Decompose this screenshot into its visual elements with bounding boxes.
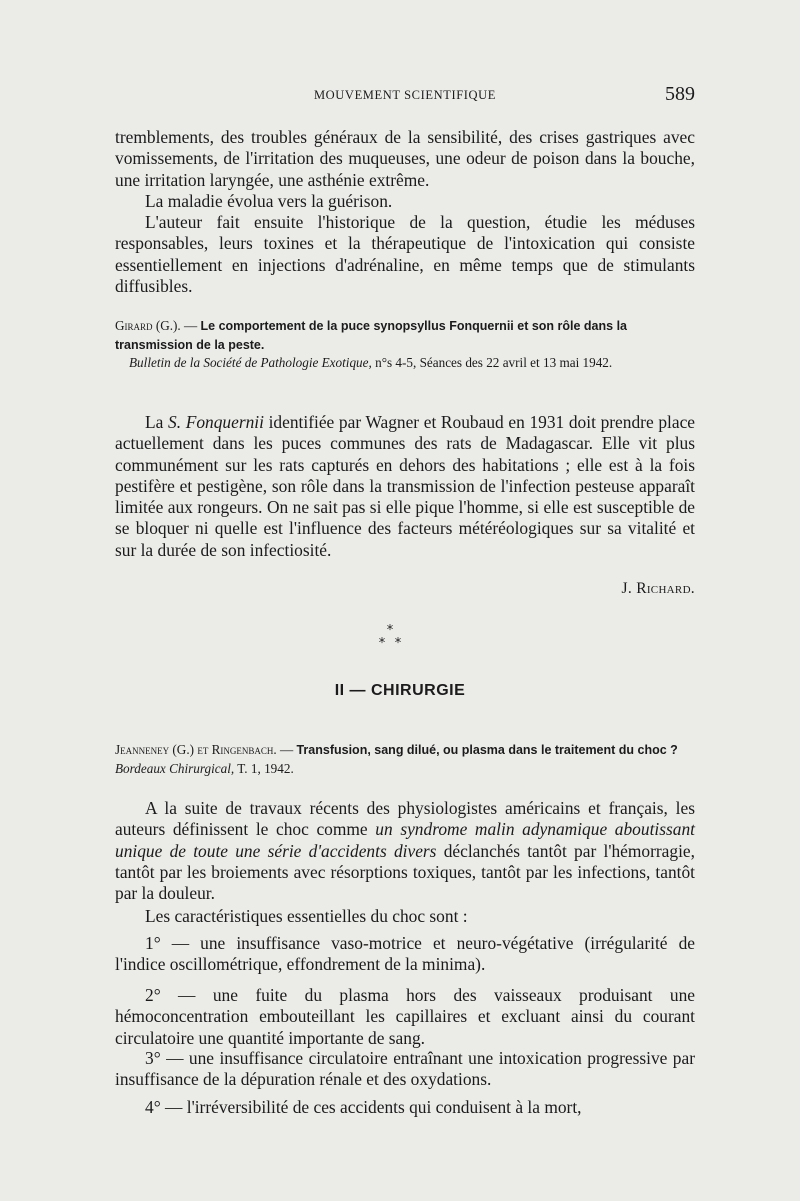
paragraph: Les caractéristiques essentielles du choc sont : bbox=[145, 906, 468, 926]
reference-title: Le comportement de la puce synopsyllus Fonquernii et son rôle dans la transmission de la peste. bbox=[115, 319, 627, 352]
reference-heading bbox=[115, 317, 695, 354]
svg-text:*: * bbox=[378, 636, 386, 649]
abstract-paragraph bbox=[115, 798, 695, 904]
list-item: 4° — l'irréversibilité de ces accidents qui conduisent à la mort, bbox=[145, 1097, 582, 1117]
page-header bbox=[115, 83, 695, 110]
reference-journal: Bulletin de la Société de Pathologie Exotique, bbox=[129, 355, 372, 370]
running-head: MOUVEMENT SCIENTIFIQUE bbox=[313, 88, 497, 102]
bibliographic-reference bbox=[115, 741, 695, 777]
list-item: 2° — une fuite du plasma hors des vaisseaux produisant une hémoconcentration embouteillant les capillaires et excluant ainsi du courant circulatoire une quantité importante de sang. bbox=[115, 985, 695, 1048]
reference-dash: — bbox=[180, 318, 201, 333]
list-item: 3° — une insuffisance circulatoire entraînant une intoxication progressive par insuffisance de la dépuration rénale et des oxydations. bbox=[115, 1048, 695, 1090]
emphasized-definition: un syndrome malin adynamique aboutissant unique de toute une série d'accidents divers bbox=[115, 819, 695, 861]
section-heading: II — CHIRURGIE bbox=[334, 682, 466, 699]
signature-name: Richard. bbox=[636, 580, 695, 597]
reference-author: Girard (G.). bbox=[115, 318, 181, 333]
list-item: 1° — une insuffisance vaso-motrice et neuro-végétative (irrégularité de l'indice oscillométrique, effondrement de la minima). bbox=[115, 933, 695, 975]
text-run: identifiée par Wagner et Roubaud en 1931 doit prendre place actuellement dans les puces communes des rats de Madagascar. Elle vit plus communément sur les rats capturés en dehors des habitations ; elle est à la fois pestifère et pestigène, son rôle dans la transmission de l'infection pesteuse apparaît limitée aux rongeurs. On ne sait pas si elle pique l'homme, si elle est susceptible de se bloquer ni quelle est l'influence des facteurs météréologiques sur sa vitalité et sur la durée de son infectiosité. bbox=[115, 412, 696, 560]
svg-text:*: * bbox=[386, 623, 394, 638]
text-run: déclanchés tantôt par l'hémorragie, tantôt par les broiements avec résorptions toxiques, tantôt par les infections, tantôt par la douleur. bbox=[115, 840, 695, 904]
reference-details: n°s 4-5, Séances des 22 avril et 13 mai 1942. bbox=[371, 355, 613, 370]
paragraph: L'auteur fait ensuite l'historique de la question, étudie les méduses responsables, leurs toxines et la thérapeutique de l'intoxication qui consiste essentiellement en injections d'adrénaline, en même temps que de stimulants diffusibles. bbox=[115, 212, 695, 296]
reference-title: Transfusion, sang dilué, ou plasma dans le traitement du choc ? bbox=[296, 743, 678, 757]
bibliographic-reference bbox=[115, 317, 695, 372]
paragraph: La maladie évolua vers la guérison. bbox=[145, 191, 393, 211]
text-run: A la suite de travaux récents des physiologistes américains et français, les auteurs définissent le choc comme bbox=[115, 798, 695, 840]
species-name: S. Fonquernii bbox=[168, 412, 264, 432]
text-run: La bbox=[145, 412, 168, 432]
reference-authors: Jeanneney (G.) et Ringenbach. bbox=[115, 742, 277, 757]
reference-source bbox=[115, 354, 695, 372]
paragraph-continued: tremblements, des troubles généraux de la sensibilité, des crises gastriques avec vomissements, de l'irritation des muqueuses, une odeur de poison dans la bouche, une irritation laryngée, une asthénie extrême. bbox=[115, 127, 695, 190]
asterism-ornament bbox=[375, 623, 405, 649]
page-number: 589 bbox=[665, 83, 695, 105]
reference-heading bbox=[115, 741, 695, 777]
signature-initial: J. bbox=[621, 580, 633, 597]
abstract-paragraph bbox=[115, 412, 695, 561]
reference-dash: — bbox=[276, 742, 297, 757]
reference-details: T. 1, 1942. bbox=[234, 760, 294, 776]
svg-text:*: * bbox=[394, 636, 402, 649]
reference-journal: Bordeaux Chirurgical, bbox=[115, 760, 235, 776]
author-signature bbox=[622, 580, 696, 598]
